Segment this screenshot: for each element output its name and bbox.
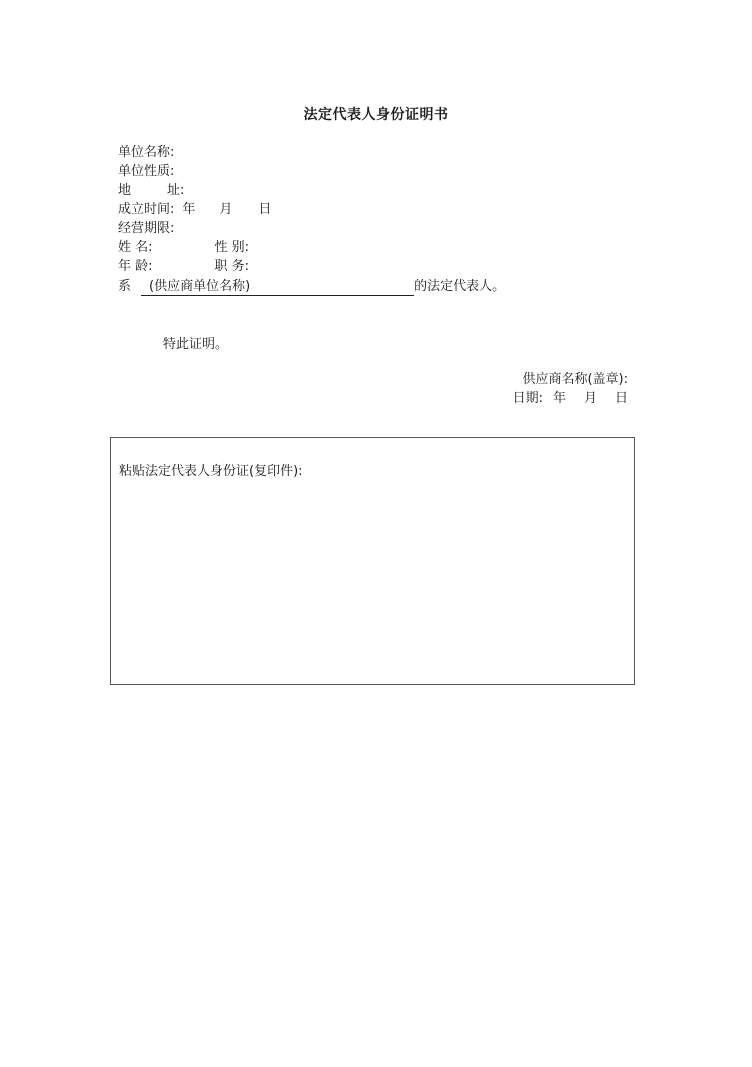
- unit-nature-line: [118, 164, 174, 180]
- address-label-second: 址:: [167, 183, 185, 198]
- signature-year: 年: [552, 391, 566, 406]
- id-copy-paste-box: [110, 437, 635, 685]
- supplier-name-blank: [141, 279, 414, 296]
- certify-text: 特此证明。: [163, 337, 229, 352]
- signature-month: 月: [583, 391, 597, 406]
- supplier-stamp-line: [522, 372, 628, 388]
- term-line: [118, 221, 174, 237]
- signature-day: 日: [614, 391, 628, 406]
- legal-rep-suffix: 的法定代表人。: [414, 279, 506, 294]
- paste-box-label: 粘贴法定代表人身份证(复印件):: [119, 464, 303, 479]
- unit-name-line: [118, 145, 174, 161]
- established-month: 月: [219, 202, 233, 217]
- address-line: [118, 183, 184, 199]
- unit-name-label: 单位名称:: [118, 145, 175, 160]
- xi-label: 系: [118, 279, 132, 294]
- age-label: 年 龄:: [118, 259, 153, 274]
- supplier-stamp-label: 供应商名称(盖章):: [522, 372, 628, 387]
- age-position-line: [118, 259, 249, 275]
- document-title: 法定代表人身份证明书: [303, 107, 449, 123]
- legal-representative-line: [118, 279, 505, 296]
- gender-label: 性 别:: [214, 240, 250, 255]
- term-label: 经营期限:: [118, 221, 175, 236]
- signature-date-line: [513, 391, 628, 407]
- position-label: 职 务:: [214, 259, 250, 274]
- supplier-name-placeholder: (供应商单位名称): [149, 279, 251, 294]
- established-label: 成立时间:: [118, 202, 175, 217]
- address-label-first: 地: [118, 183, 132, 198]
- established-day: 日: [258, 202, 272, 217]
- name-gender-line: [118, 240, 249, 256]
- established-year: 年: [182, 202, 196, 217]
- signature-date-label: 日期:: [512, 391, 543, 406]
- established-line: [118, 202, 271, 218]
- name-label: 姓 名:: [118, 240, 153, 255]
- unit-nature-label: 单位性质:: [118, 164, 175, 179]
- certify-line: [163, 337, 228, 353]
